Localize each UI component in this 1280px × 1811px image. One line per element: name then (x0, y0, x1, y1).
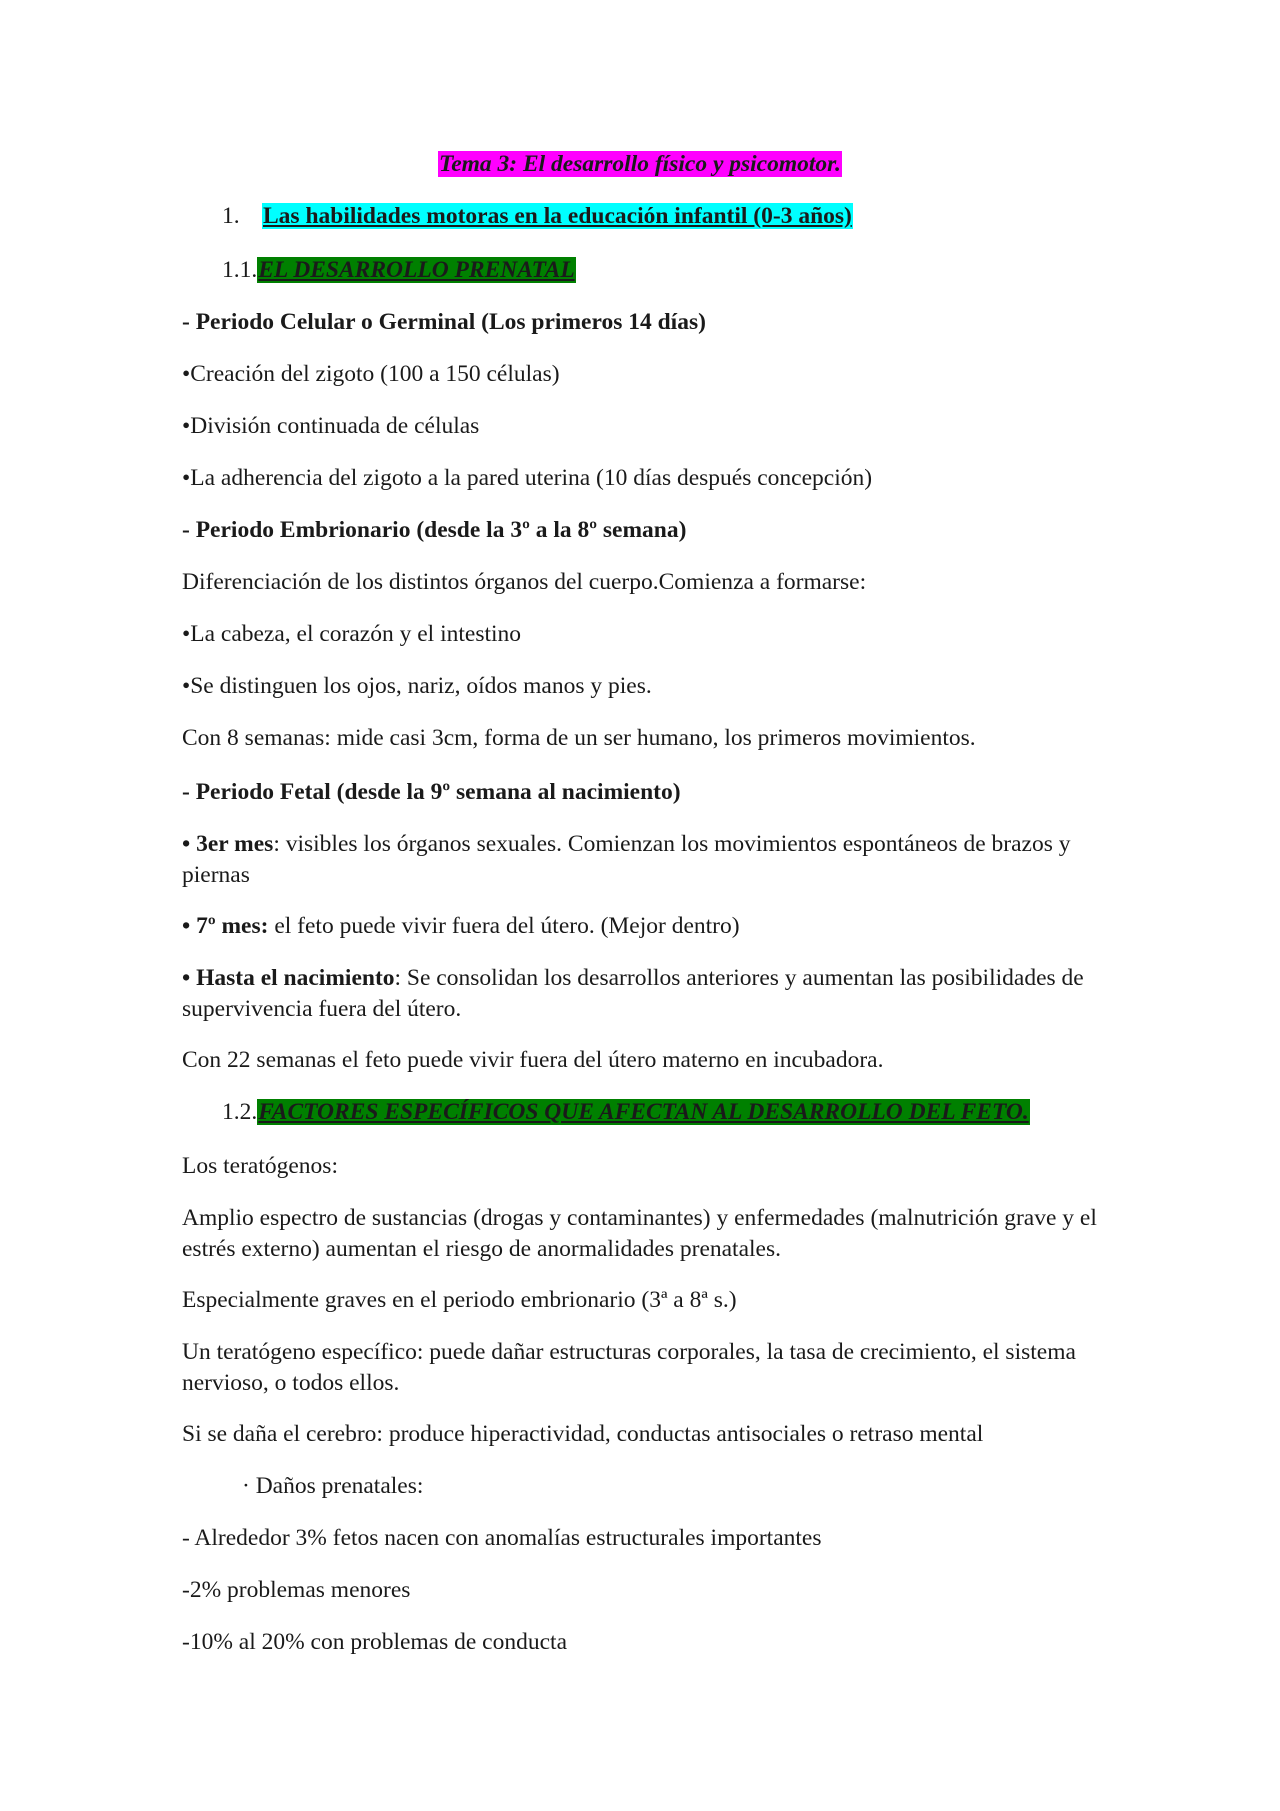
paragraph: Especialmente graves en el periodo embrionario (3ª a 8ª s.) (182, 1287, 737, 1313)
periodo-fetal-heading: - Periodo Fetal (desde la 9º semana al nacimiento) (182, 779, 681, 805)
list-item: •División continuada de células (182, 413, 480, 439)
section-1-heading: 1. Las habilidades motoras en la educación infantil (0-3 años) (222, 203, 852, 229)
list-item: •Creación del zigoto (100 a 150 células) (182, 361, 560, 387)
list-item: • Hasta el nacimiento: Se consolidan los desarrollos anteriores y aumentan las posibilidades de supervivencia fuera del útero. (182, 965, 1084, 1022)
teratogenos-label: Los teratógenos: (182, 1153, 338, 1179)
list-item: - Alrededor 3% fetos nacen con anomalías estructurales importantes (182, 1525, 822, 1551)
paragraph: Si se daña el cerebro: produce hiperactividad, conductas antisociales o retraso mental (182, 1421, 984, 1447)
section-1-2-heading: 1.2.FACTORES ESPECÍFICOS QUE AFECTAN AL DESARROLLO DEL FETO. (222, 1099, 1029, 1125)
embrionario-intro: Diferenciación de los distintos órganos del cuerpo.Comienza a formarse: (182, 569, 867, 595)
ocho-semanas-paragraph: Con 8 semanas: mide casi 3cm, forma de un ser humano, los primeros movimientos. (182, 725, 976, 751)
list-item: • 7º mes: el feto puede vivir fuera del útero. (Mejor dentro) (182, 913, 740, 939)
list-item: •La adherencia del zigoto a la pared uterina (10 días después concepción) (182, 465, 873, 491)
paragraph: Un teratógeno específico: puede dañar estructuras corporales, la tasa de crecimiento, el sistema nervioso, o todos ellos. (182, 1339, 1076, 1396)
document-title: Tema 3: El desarrollo físico y psicomotor. (439, 151, 841, 177)
list-item: •Se distinguen los ojos, nariz, oídos manos y pies. (182, 673, 652, 699)
periodo-embrionario-heading: - Periodo Embrionario (desde la 3º a la 8º semana) (182, 517, 687, 543)
paragraph: Amplio espectro de sustancias (drogas y contaminantes) y enfermedades (malnutrición grave y el estrés externo) aumentan el riesgo de anormalidades prenatales. (182, 1205, 1097, 1262)
list-item: -2% problemas menores (182, 1577, 411, 1603)
section-1-1-heading: 1.1.EL DESARROLLO PRENATAL (222, 257, 575, 283)
periodo-celular-heading: - Periodo Celular o Germinal (Los primeros 14 días) (182, 309, 706, 335)
list-item: • 3er mes: visibles los órganos sexuales. Comienzan los movimientos espontáneos de brazos y piernas (182, 831, 1071, 888)
danos-prenatales-label: · Daños prenatales: (242, 1473, 424, 1499)
list-item: -10% al 20% con problemas de conducta (182, 1629, 568, 1655)
veintidos-semanas-paragraph: Con 22 semanas el feto puede vivir fuera del útero materno en incubadora. (182, 1047, 884, 1073)
list-item: •La cabeza, el corazón y el intestino (182, 621, 522, 647)
